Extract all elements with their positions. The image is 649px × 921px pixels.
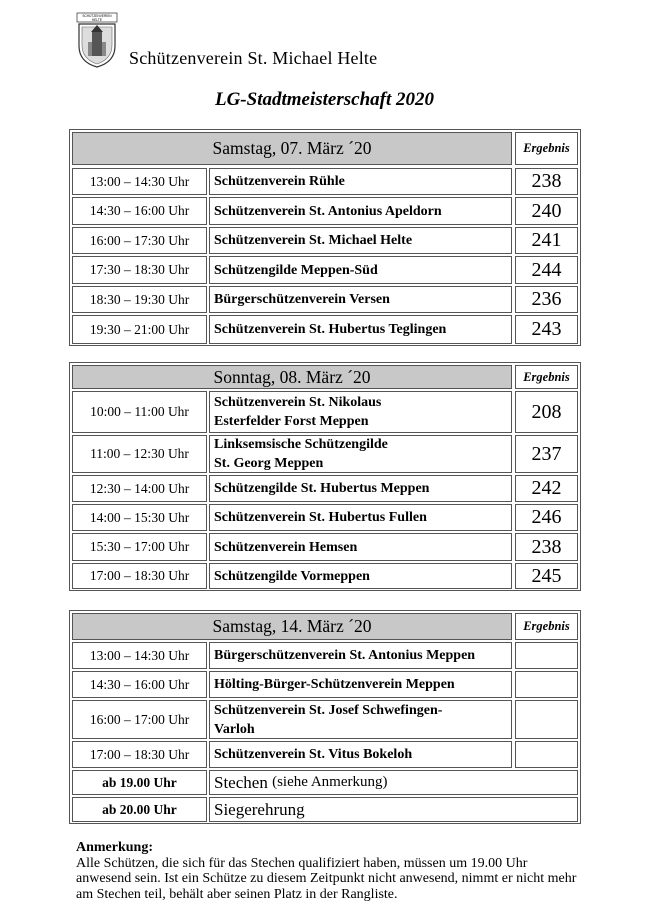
result-cell: 241 — [515, 227, 578, 254]
time-cell: 17:00 – 18:30 Uhr — [72, 563, 207, 589]
time-cell: 13:00 – 14:30 Uhr — [72, 168, 207, 195]
table-row — [70, 390, 580, 434]
result-cell — [515, 671, 578, 698]
club-cell: Schützenverein St. Nikolaus Esterfelder Forst Meppen — [209, 391, 512, 433]
result-cell: 238 — [515, 168, 578, 195]
table-row — [70, 434, 580, 474]
club-name: Schützenverein St. Michael Helte — [129, 48, 378, 68]
result-cell: 246 — [515, 504, 578, 531]
time-cell: 10:00 – 11:00 Uhr — [72, 391, 207, 433]
time-cell: 11:00 – 12:30 Uhr — [72, 435, 207, 473]
day-label: Samstag, 14. März ´20 — [72, 613, 512, 640]
table-row — [70, 740, 580, 769]
svg-text:SCHÜTZENVEREIN: SCHÜTZENVEREIN — [82, 14, 112, 18]
table-row — [70, 196, 580, 226]
time-cell: 13:00 – 14:30 Uhr — [72, 642, 207, 669]
time-cell: 19:30 – 21:00 Uhr — [72, 315, 207, 344]
result-cell: 238 — [515, 533, 578, 561]
time-cell: ab 20.00 Uhr — [72, 797, 207, 822]
result-header: Ergebnis — [515, 365, 578, 389]
day-label: Sonntag, 08. März ´20 — [72, 365, 512, 389]
club-cell: Bürgerschützenverein St. Antonius Meppen — [209, 642, 512, 669]
event-label: Stechen — [214, 772, 268, 792]
time-cell: 17:00 – 18:30 Uhr — [72, 741, 207, 768]
result-cell: 236 — [515, 286, 578, 313]
table-header-row — [70, 611, 580, 641]
table-row — [70, 255, 580, 285]
result-cell: 240 — [515, 197, 578, 225]
time-cell: 17:30 – 18:30 Uhr — [72, 256, 207, 284]
time-cell: 15:30 – 17:00 Uhr — [72, 533, 207, 561]
time-cell: 14:00 – 15:30 Uhr — [72, 504, 207, 531]
time-cell: 14:30 – 16:00 Uhr — [72, 197, 207, 225]
event-sublabel: (siehe Anmerkung) — [272, 774, 388, 790]
club-cell: Schützenverein St. Antonius Apeldorn — [209, 197, 512, 225]
table-row — [70, 532, 580, 562]
svg-text:HELTE: HELTE — [91, 18, 103, 22]
table-row — [70, 670, 580, 699]
club-cell: Schützenverein St. Hubertus Fullen — [209, 504, 512, 531]
time-cell: 16:00 – 17:00 Uhr — [72, 700, 207, 739]
time-cell: 16:00 – 17:30 Uhr — [72, 227, 207, 254]
table-row — [70, 226, 580, 255]
table-header-row — [70, 130, 580, 167]
event-cell — [209, 797, 578, 822]
annotation-text: Alle Schützen, die sich für das Stechen qualifiziert haben, müssen um 19.00 Uhr anwesend sein. Ist ein Schütze zu diesem Zeitpunkt nicht anwesend, nimmt er nicht mehr am Stechen teil, behält aber seinen Platz in der Rangliste. — [76, 855, 577, 902]
table-row — [70, 474, 580, 503]
table-row — [70, 562, 580, 590]
time-cell: ab 19.00 Uhr — [72, 770, 207, 795]
club-cell: Schützengilde St. Hubertus Meppen — [209, 475, 512, 502]
club-cell: Schützenverein St. Hubertus Teglingen — [209, 315, 512, 344]
result-cell — [515, 741, 578, 768]
club-cell: Bürgerschützenverein Versen — [209, 286, 512, 313]
club-cell: Schützengilde Vormeppen — [209, 563, 512, 589]
result-header: Ergebnis — [515, 132, 578, 165]
table-header-row — [70, 363, 580, 390]
event-cell — [209, 770, 578, 795]
time-cell: 14:30 – 16:00 Uhr — [72, 671, 207, 698]
club-cell: Hölting-Bürger-Schützenverein Meppen — [209, 671, 512, 698]
schedule-table-day-1 — [69, 129, 581, 346]
table-row — [70, 796, 580, 823]
table-row — [70, 285, 580, 314]
table-row — [70, 769, 580, 796]
club-logo — [76, 12, 118, 68]
club-cell: Schützenverein St. Vitus Bokeloh — [209, 741, 512, 768]
table-row — [70, 167, 580, 196]
annotation — [76, 840, 586, 902]
day-label: Samstag, 07. März ´20 — [72, 132, 512, 165]
club-cell: Linksemsische Schützengilde St. Georg Meppen — [209, 435, 512, 473]
result-cell — [515, 642, 578, 669]
table-row — [70, 314, 580, 345]
result-cell — [515, 700, 578, 739]
result-cell: 243 — [515, 315, 578, 344]
schedule-table-day-2 — [69, 362, 581, 591]
time-cell: 12:30 – 14:00 Uhr — [72, 475, 207, 502]
document-title: LG-Stadtmeisterschaft 2020 — [214, 89, 435, 110]
result-cell: 244 — [515, 256, 578, 284]
event-label: Siegerehrung — [214, 799, 305, 819]
table-row — [70, 699, 580, 740]
result-header: Ergebnis — [515, 613, 578, 640]
club-cell: Schützenverein St. Michael Helte — [209, 227, 512, 254]
table-row — [70, 503, 580, 532]
result-cell: 208 — [515, 391, 578, 433]
table-row — [70, 641, 580, 670]
annotation-heading: Anmerkung: — [76, 840, 154, 855]
club-cell: Schützenverein St. Josef Schwefingen- Varloh — [209, 700, 512, 739]
club-cell: Schützengilde Meppen-Süd — [209, 256, 512, 284]
club-cell: Schützenverein Hemsen — [209, 533, 512, 561]
schedule-table-day-3 — [69, 610, 581, 824]
result-cell: 245 — [515, 563, 578, 589]
result-cell: 237 — [515, 435, 578, 473]
time-cell: 18:30 – 19:30 Uhr — [72, 286, 207, 313]
club-cell: Schützenverein Rühle — [209, 168, 512, 195]
result-cell: 242 — [515, 475, 578, 502]
